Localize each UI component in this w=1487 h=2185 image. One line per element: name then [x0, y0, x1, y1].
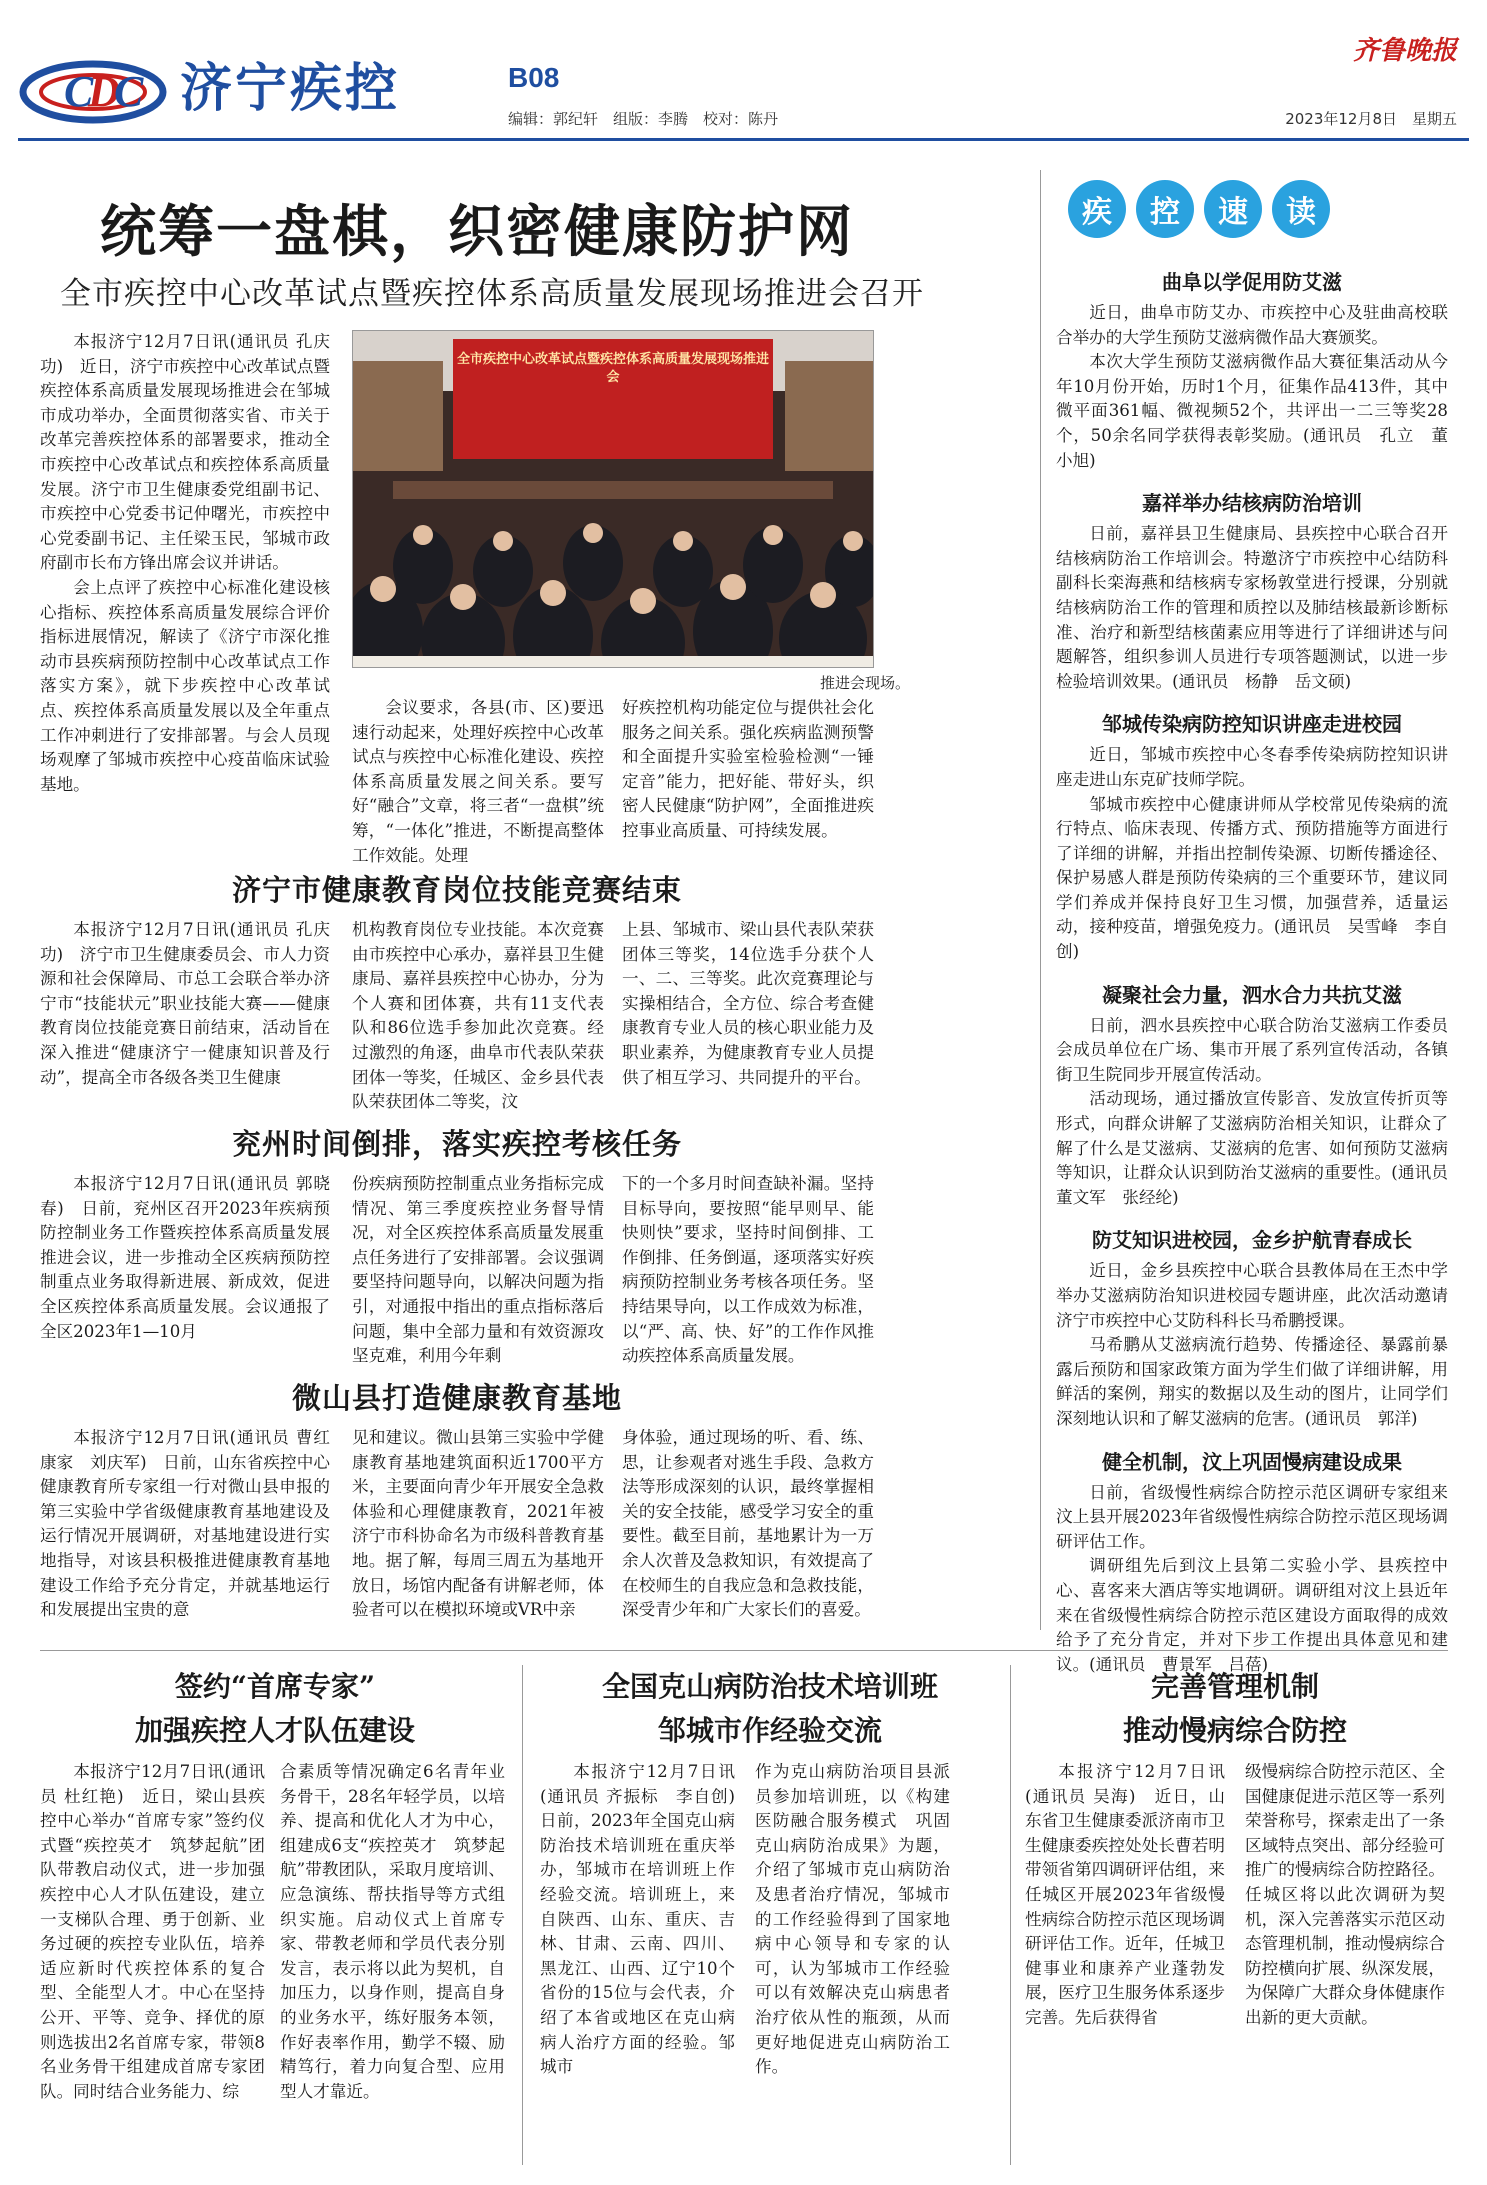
lead-paragraph: 本报济宁12月7日讯(通讯员 孔庆功) 近日，济宁市疾控中心改革试点暨疾控体系高质量发展现场推进会在邹城市成功举办，全面贯彻落实省、市关于改革完善疾控体系的部署要求，推动全市疾控中心改革试点和疾控体系高质量发展。济宁市卫生健康委党组副书记、市疾控中心党委书记仲曙光，市疾控中心党委副书记、主任梁玉民，邹城市政府副市长布方锋出席会议并讲话。: [40, 332, 330, 573]
headline-line: 邹城市作经验交流: [657, 1714, 882, 1747]
sidebar-item-title: 防艾知识进校园，金乡护航青春成长: [1092, 1228, 1412, 1253]
sidebar-item-paragraph: 近日，金乡县疾控中心联合县教体局在王杰中学举办艾滋病防治知识进校园专题讲座，此次活动邀请济宁市疾控中心艾防科科长马希鹏授课。: [1056, 1261, 1448, 1330]
headline-line: 全国克山病防治技术培训班: [601, 1670, 938, 1703]
article-paragraph: 上县、邹城市、梁山县代表队荣获团体三等奖，14位选手分获个人一、二、三等奖。此次竞赛理论与实操相结合，全方位、综合考查健康教育专业人员的核心职业能力及职业素养，为健康教育专业人员提供了相互学习、共同提升的平台。: [622, 920, 874, 1087]
sidebar-badge-char: 速: [1204, 180, 1262, 238]
headline-line: 推动慢病综合防控: [1122, 1714, 1347, 1747]
sidebar-item-paragraph: 近日，曲阜市防艾办、市疾控中心及驻曲高校联合举办的大学生预防艾滋病微作品大赛颁奖。: [1056, 303, 1448, 347]
editor-credits: 编辑：郭纪轩 组版：李腾 校对：陈丹: [508, 110, 779, 128]
article-column: [622, 1426, 874, 1623]
headline-line: 完善管理机制: [1150, 1670, 1319, 1703]
section-title: 济宁疾控: [180, 58, 401, 119]
sidebar-item-paragraph: 日前，泗水县疾控中心联合防治艾滋病工作委员会成员单位在广场、集市开展了系列宣传活动，各镇街卫生院同步开展宣传活动。: [1056, 1015, 1448, 1084]
sidebar-badge-char: 疾: [1068, 180, 1126, 238]
cdc-logo: [18, 50, 168, 134]
sidebar-item: [1056, 1224, 1448, 1431]
article-paragraph: 作为克山病防治项目县派员参加培训班，以《构建医防融合服务模式 巩固克山病防治成果》为题，介绍了邹城市克山病防治及患者治疗情况，邹城市的工作经验得到了国家地病中心领导和专家的认可，认为邹城市工作经验可以有效解决克山病患者治疗依从性的瓶颈，从而更好地促进克山病防治工作。: [755, 1762, 950, 2077]
sidebar-item-title: 健全机制，汶上巩固慢病建设成果: [1102, 1449, 1402, 1474]
sidebar-item-paragraph: 邹城市疾控中心健康讲师从学校常见传染病的流行特点、临床表现、传播方式、预防措施等方面进行了详细的讲解，并指出控制传染源、切断传播途径、保护易感人群是预防传染病的三个重要环节，建议同学们养成并保持良好卫生习惯，加强营养，适量运动，接种疫苗，增强免疫力。(通讯员 吴雪峰 李自创): [1056, 794, 1448, 962]
sidebar-item-paragraph: 调研组先后到汶上县第二实验小学、县疾控中心、喜客来大酒店等实地调研。调研组对汶上县近年来在省级慢性病综合防控示范区建设方面取得的成效给予了充分肯定，并对下步工作提出具体意见和建议。(通讯员 曹景军 吕蓓): [1056, 1556, 1448, 1674]
header-rule: [18, 138, 1469, 141]
lead-column-3: [622, 696, 874, 844]
sidebar-badge-char: 控: [1136, 180, 1194, 238]
article-paragraph: 本报济宁12月7日讯(通讯员 郭晓春) 日前，兖州区召开2023年疾病预防控制业务工作暨疾控体系高质量发展推进会议，进一步推动全区疾病预防控制重点业务取得新进展、新成效，促进全区疾控体系高质量发展。会议通报了全区2023年1—10月: [40, 1174, 330, 1341]
article-column: [40, 1172, 330, 1344]
article-paragraph: 本报济宁12月7日讯(通讯员 吴海) 近日，山东省卫生健康委派济南市卫生健康委疾控处处长曹若明带领省第四调研评估组，来任城区开展2023年省级慢性病综合防控示范区现场调研评估工作。近年，任城卫健事业和康养产业蓬勃发展，医疗卫生服务体系逐步完善。先后获得省: [1025, 1762, 1225, 2027]
article-paragraph: 本报济宁12月7日讯(通讯员 曹红 康家 刘庆军) 日前，山东省疾控中心健康教育所专家组一行对微山县申报的第三实验中学省级健康教育基地建设及运行情况开展调研，对基地建设进行实地指导，对该县积极推进健康教育基地建设工作给予充分肯定，并就基地运行和发展提出宝贵的意: [40, 1428, 347, 1620]
lead-column-2: [352, 696, 604, 868]
sidebar-item: [1056, 979, 1465, 1211]
article-column: [40, 1760, 265, 2104]
sidebar-item-paragraph: 日前，省级慢性病综合防控示范区调研专家组来汶上县开展2023年省级慢性病综合防控示范区现场调研评估工作。: [1056, 1482, 1448, 1551]
lead-paragraph: 会议要求，各县(市、区)要迅速行动起来，处理好疾控中心改革试点与疾控中心标准化建设、疾控体系高质量发展之间关系。要写好“融合”文章，将三者“一盘棋”统筹，“一体化”推进，不断提高整体工作效能。处理: [352, 698, 604, 865]
article-paragraph: 级慢病综合防控示范区、全国健康促进示范区等一系列荣誉称号，探索走出了一条区域特点突出、部分经验可推广的慢病综合防控路径。任城区将以此次调研为契机，深入完善落实示范区动态管理机制，推动慢病综合防控横向扩展、纵深发展，为保障广大群众身体健康作出新的更大贡献。: [1245, 1762, 1445, 2027]
article-column: [540, 1760, 752, 2080]
photo-caption: 推进会现场。: [820, 674, 911, 692]
article-column: [755, 1760, 950, 2080]
lead-subheadline: 全市疾控中心改革试点暨疾控体系高质量发展现场推进会召开: [60, 276, 924, 312]
sidebar-item-title: 凝聚社会力量，泗水合力共抗艾滋: [1102, 982, 1402, 1007]
sidebar-item-paragraph: 马希鹏从艾滋病流行趋势、传播途径、暴露前暴露后预防和国家政策方面为学生们做了详细讲解，用鲜活的案例，翔实的数据以及生动的图片，让同学们深刻地认识和了解艾滋病的危害。(通讯员 郭洋): [1056, 1335, 1448, 1428]
article-paragraph: 本报济宁12月7日讯(通讯员 孔庆功) 济宁市卫生健康委员会、市人力资源和社会保障局、市总工会联合举办济宁市“技能状元”职业技能大赛——健康教育岗位技能竞赛日前结束，活动旨在深入推进“健康济宁一健康知识普及行动”，提高全市各级各类卫生健康: [40, 920, 330, 1087]
sidebar-item-paragraph: 本次大学生预防艾滋病微作品大赛征集活动从今年10月份开始，历时1个月，征集作品413件，其中微平面361幅、微视频52个，共评出一二三等奖28个，50余名同学获得表彰奖励。(通讯员 孔立 董小旭): [1056, 352, 1448, 470]
svg-text:C: C: [114, 67, 144, 116]
column-divider: [1010, 1665, 1011, 2165]
sidebar-item-title: 邹城传染病防控知识讲座走进校园: [1102, 712, 1402, 737]
article-column: [622, 918, 874, 1090]
article-column: [622, 1172, 874, 1369]
article-paragraph: 机构教育岗位专业技能。本次竞赛由市疾控中心承办，嘉祥县卫生健康局、嘉祥县疾控中心协办，分为个人赛和团体赛，共有11支代表队和86位选手参加此次竞赛。经过激烈的角逐，曲阜市代表队荣获团体一等奖，任城区、金乡县代表队荣获团体二等奖，汶: [352, 920, 604, 1112]
column-divider: [522, 1665, 523, 2165]
article-headline: 微山县打造健康教育基地: [291, 1381, 622, 1415]
sidebar-news-list: [1056, 266, 1465, 1677]
sidebar-item: [1056, 1446, 1448, 1678]
svg-text:D: D: [88, 67, 120, 116]
article-paragraph: 合素质等情况确定6名青年业务骨干，28名年轻学员，以培养、提高和优化人才为中心，组建成6支“疾控英才 筑梦起航”带教团队，采取月度培训、应急演练、帮扶指导等方式组织实施。启动仪式上首席专家、带教老师和学员代表分别发言，表示将以此为契机，自加压力，以身作则，提高自身的业务水平，练好服务本领，作好表率作用，勤学不辍、励精笃行，着力向复合型、应用型人才靠近。: [280, 1762, 505, 2101]
conference-photo: [352, 330, 874, 668]
article-paragraph: 下的一个多月时间查缺补漏。坚持目标导向，要按照“能早则早、能快则快”要求，坚持时间倒排、工作倒排、任务倒逼，逐项落实好疾病预防控制业务考核各项任务。坚持结果导向，以工作成效为标准，以“严、高、快、好”的工作作风推动疾控体系高质量发展。: [622, 1174, 874, 1366]
newspaper-name: 齐鲁晚报: [1352, 36, 1457, 66]
article-column: [280, 1760, 505, 2104]
sidebar-badge-char: 读: [1272, 180, 1330, 238]
svg-text:C: C: [64, 67, 94, 116]
article-paragraph: 身体验，通过现场的听、看、练、思，让参观者对逃生手段、急救方法等形成深刻的认识，最终掌握相关的安全技能，感受学习安全的重要性。截至目前，基地累计为一万余人次普及急救知识，有效提高了在校师生的自我应急和急救技能，深受青少年和广大家长们的喜爱。: [622, 1428, 874, 1620]
article-column: [352, 1172, 604, 1369]
headline-line: 签约“首席专家”: [174, 1670, 376, 1703]
article-headline: [535, 1665, 1005, 1753]
article-headline: [40, 1665, 510, 1753]
lead-headline: 统筹一盘棋，织密健康防护网: [100, 199, 854, 265]
article-column: [352, 1426, 604, 1623]
article-headline: 兖州时间倒排，落实疾控考核任务: [231, 1127, 682, 1161]
photo-banner-text: 全市疾控中心改革试点暨疾控体系高质量发展现场推进会: [456, 352, 769, 385]
article-paragraph: 本报济宁12月7日讯(通讯员 齐振标 李自创) 日前，2023年全国克山病防治技术培训班在重庆举办，邹城市在培训班上作经验交流。培训班上，来自陕西、山东、重庆、吉林、甘肃、云南、四川、黑龙江、山西、辽宁10个省份的15位与会代表，介绍了本省或地区在克山病病人治疗方面的经验。邹城市: [540, 1762, 752, 2077]
article-paragraph: 份疾病预防控制重点业务指标完成情况、第三季度疾控业务督导情况，对全区疾控体系高质量发展重点任务进行了安排部署。会议强调要坚持问题导向，以解决问题为指引，对通报中指出的重点指标落后问题，集中全部力量和有效资源攻坚克难，利用今年剩: [352, 1174, 604, 1366]
lead-paragraph: 会上点评了疾控中心标准化建设核心指标、疾控体系高质量发展综合评价指标进展情况，解读了《济宁市深化推动市县疾病预防控制中心改革试点工作落实方案》，就下步疾控中心改革试点、疾控体系高质量发展以及全年重点工作冲刺进行了安排部署。与会人员现场观摩了邹城市疾控中心疫苗临床试验基地。: [40, 577, 330, 794]
sidebar-item-paragraph: 日前，嘉祥县卫生健康局、县疾控中心联合召开结核病防治工作培训会。特邀济宁市疾控中心结防科副科长栾海燕和结核病专家杨敦堂进行授课，分别就结核病防治工作的管理和质控以及肺结核最新诊断标准、治疗和新型结核菌素应用等进行了详细讲述与问题解答，组织参训人员进行专项答题测试，以进一步检验培训效果。(通讯员 杨静 岳文硕): [1056, 524, 1448, 691]
article-column: [352, 918, 604, 1115]
article-column: [40, 1426, 347, 1623]
sidebar-item: [1056, 266, 1448, 473]
sidebar-item: [1056, 487, 1448, 694]
sidebar-item-title: 曲阜以学促用防艾滋: [1162, 270, 1342, 294]
issue-date: 2023年12月8日 星期五: [1285, 110, 1457, 128]
sidebar-divider: [1040, 170, 1041, 1630]
sidebar-item-paragraph: 活动现场，通过播放宣传影音、发放宣传折页等形式，向群众讲解了艾滋病防治相关知识，让群众了解了什么是艾滋病、艾滋病的危害、如何预防艾滋病等知识，让群众认识到防治艾滋病的重要性。(通讯员 董文军 张经纶): [1056, 1089, 1465, 1207]
page-number: B08: [508, 62, 560, 93]
headline-line: 加强疾控人才队伍建设: [134, 1714, 415, 1747]
lead-paragraph: 好疾控机构功能定位与提供社会化服务之间关系。强化疾病监测预警和全面提升实验室检验检测“一锤定音”能力，把好能、带好头，织密人民健康“防护网”，全面推进疾控事业高质量、可持续发展。: [622, 698, 874, 840]
article-paragraph: 见和建议。微山县第三实验中学健康教育基地建筑面积近1700平方米，主要面向青少年开展安全急救体验和心理健康教育，2021年被济宁市科协命名为市级科普教育基地。据了解，每周三周五为基地开放日，场馆内配备有讲解老师，体验者可以在模拟环境或VR中亲: [352, 1428, 604, 1620]
sidebar-item-title: 嘉祥举办结核病防治培训: [1142, 491, 1362, 516]
article-column: [1025, 1760, 1225, 2031]
article-headline: 济宁市健康教育岗位技能竞赛结束: [231, 873, 682, 907]
article-paragraph: 本报济宁12月7日讯(通讯员 杜红艳) 近日，梁山县疾控中心举办“首席专家”签约仪式暨“疾控英才 筑梦起航”团队带教启动仪式，进一步加强疾控中心人才队伍建设，建立一支梯队合理、勇于创新、业务过硬的疾控专业队伍，培养适应新时代疾控体系的复合型、全能型人才。中心在坚持公开、平等、竞争、择优的原则选拔出2名首席专家，带领8名业务骨干组建成首席专家团队。同时结合业务能力、综: [40, 1762, 265, 2101]
sidebar-item: [1056, 708, 1448, 964]
article-column: [1245, 1760, 1445, 2031]
article-headline: [1025, 1665, 1445, 1753]
article-column: [40, 918, 330, 1090]
lead-column-1: [40, 330, 330, 797]
sidebar-item-paragraph: 近日，邹城市疾控中心冬春季传染病防控知识讲座走进山东克矿技师学院。: [1056, 745, 1448, 789]
